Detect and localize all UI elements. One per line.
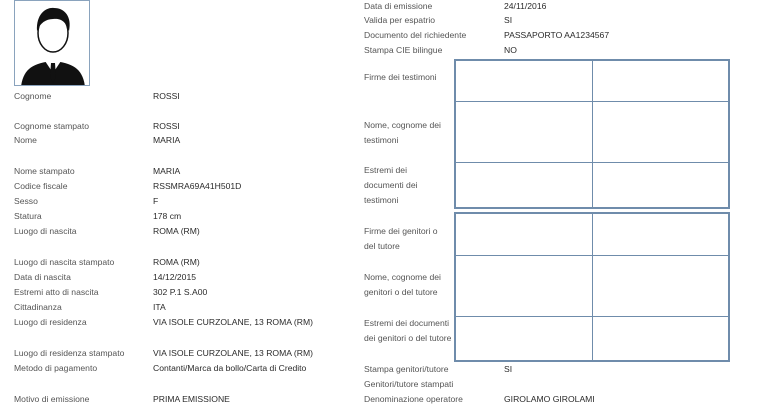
label-data-nascita: Data di nascita	[14, 272, 71, 282]
witness-cell[interactable]	[592, 101, 729, 163]
label-valida-espatrio: Valida per espatrio	[364, 15, 436, 25]
person-silhouette-icon	[15, 1, 90, 86]
label-cittadinanza: Cittadinanza	[14, 302, 62, 312]
label-denominazione-operatore: Denominazione operatore	[364, 394, 463, 404]
label-sesso: Sesso	[14, 196, 38, 206]
parents-cell[interactable]	[455, 213, 593, 256]
value-luogo-residenza: VIA ISOLE CURZOLANE, 13 ROMA (RM)	[153, 317, 313, 327]
value-estremi-atto-nascita: 302 P.1 S.A00	[153, 287, 208, 297]
value-stampa-genitori-tutore: SI	[504, 364, 513, 374]
parents-cell[interactable]	[455, 255, 593, 317]
value-cognome-stampato: ROSSI	[153, 121, 180, 131]
label-genitori-tutore-stampati: Genitori/tutore stampati	[364, 379, 454, 389]
value-codice-fiscale: RSSMRA69A41H501D	[153, 181, 242, 191]
label-statura: Statura	[14, 211, 42, 221]
value-valida-espatrio: SI	[504, 15, 513, 25]
label-nome-cognome-testimoni: Nome, cognome dei testimoni	[364, 120, 441, 145]
value-stampa-cie-bilingue: NO	[504, 45, 517, 55]
label-documento-richiedente: Documento del richiedente	[364, 30, 467, 40]
parents-cell[interactable]	[592, 255, 729, 317]
witness-cell[interactable]	[592, 60, 729, 102]
label-estremi-documenti-genitori: Estremi dei documenti dei genitori o del tutore	[364, 318, 452, 343]
value-documento-richiedente: PASSAPORTO AA1234567	[504, 30, 610, 40]
label-metodo-pagamento: Metodo di pagamento	[14, 363, 98, 373]
label-stampa-cie-bilingue: Stampa CIE bilingue	[364, 45, 443, 55]
label-luogo-nascita: Luogo di nascita	[14, 226, 77, 236]
value-sesso: F	[153, 196, 159, 206]
parents-cell[interactable]	[592, 213, 729, 256]
value-statura: 178 cm	[153, 211, 182, 221]
value-data-emissione: 24/11/2016	[504, 1, 547, 11]
parents-cell[interactable]	[455, 316, 593, 361]
value-motivo-emissione: PRIMA EMISSIONE	[153, 394, 230, 404]
label-cognome-stampato: Cognome stampato	[14, 121, 89, 131]
value-luogo-residenza-stampato: VIA ISOLE CURZOLANE, 13 ROMA (RM)	[153, 348, 313, 358]
value-nome-stampato: MARIA	[153, 166, 181, 176]
label-luogo-residenza: Luogo di residenza	[14, 317, 87, 327]
label-codice-fiscale: Codice fiscale	[14, 181, 68, 191]
witness-signature-grid	[454, 59, 730, 209]
value-nome: MARIA	[153, 135, 181, 145]
value-cognome: ROSSI	[153, 91, 180, 101]
label-firme-testimoni: Firme dei testimoni	[364, 72, 437, 82]
witness-cell[interactable]	[592, 162, 729, 208]
label-data-emissione: Data di emissione	[364, 1, 433, 11]
witness-cell[interactable]	[455, 162, 593, 208]
label-luogo-nascita-stampato: Luogo di nascita stampato	[14, 257, 115, 267]
label-firme-genitori: Firme dei genitori o del tutore	[364, 226, 438, 251]
label-estremi-atto-nascita: Estremi atto di nascita	[14, 287, 99, 297]
label-motivo-emissione: Motivo di emissione	[14, 394, 90, 404]
label-nome-stampato: Nome stampato	[14, 166, 75, 176]
value-metodo-pagamento: Contanti/Marca da bollo/Carta di Credito	[153, 363, 307, 373]
label-nome: Nome	[14, 135, 37, 145]
value-denominazione-operatore: GIROLAMO GIROLAMI	[504, 394, 595, 404]
label-nome-cognome-genitori: Nome, cognome dei genitori o del tutore	[364, 272, 441, 297]
parents-cell[interactable]	[592, 316, 729, 361]
witness-cell[interactable]	[455, 101, 593, 163]
witness-cell[interactable]	[455, 60, 593, 102]
label-stampa-genitori-tutore: Stampa genitori/tutore	[364, 364, 449, 374]
value-cittadinanza: ITA	[153, 302, 166, 312]
label-luogo-residenza-stampato: Luogo di residenza stampato	[14, 348, 125, 358]
parents-signature-grid	[454, 212, 730, 362]
value-data-nascita: 14/12/2015	[153, 272, 197, 282]
label-cognome: Cognome	[14, 91, 52, 101]
label-estremi-documenti-testimoni: Estremi dei documenti dei testimoni	[364, 165, 418, 205]
value-luogo-nascita-stampato: ROMA (RM)	[153, 257, 200, 267]
value-luogo-nascita: ROMA (RM)	[153, 226, 200, 236]
applicant-photo	[14, 0, 90, 86]
